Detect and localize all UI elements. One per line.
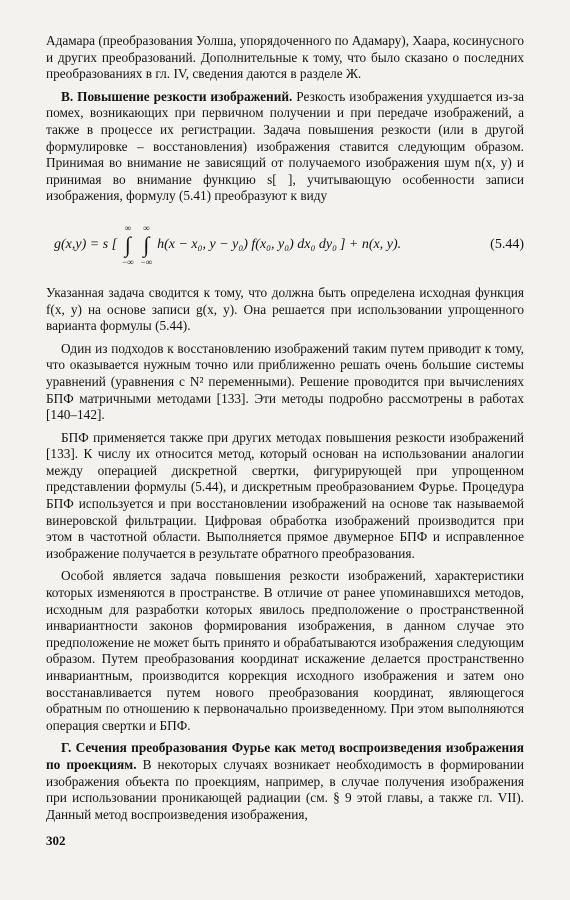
page-number: 302 [46, 833, 66, 848]
integral-upper-limit: ∞ [124, 222, 132, 233]
section-heading-g: Г. Сечения преобразования Фурье как метод воспроизведения изображения по проекциям. [46, 740, 524, 772]
paragraph-continuation: Адамара (преобразования Уолша, упорядоченного по Адамару), Хаара, косинусного и других преобразований. Дополнительные к тому, что было сказано о последних преобразованиях в гл. IV, сведения даются в разделе Ж. [46, 33, 524, 82]
formula-lhs-start: g(x,y) = s [ [54, 236, 118, 252]
paragraph-task: Указанная задача сводится к тому, что должна быть определена исходная функция f(x, y) на основе записи g(x, y). Она решается при использовании упрощенного варианта формулы (5.44). [46, 284, 524, 334]
formula-5-44 [54, 219, 524, 271]
integral-upper-limit: ∞ [143, 222, 150, 233]
section-heading-v: В. Повышение резкости изображений. [61, 88, 293, 104]
integral-outer [122, 222, 134, 268]
paragraph-projections [46, 740, 524, 823]
integral-lower-limit: −∞ [140, 256, 153, 267]
formula-integrand: h(x − x₀, y − y₀) f(x₀, y₀) dx₀ dy₀ [157, 236, 337, 252]
integral-sign: ∫ [124, 231, 131, 257]
paragraph-space-variant: Особой является задача повышения резкости изображений, характеристики которых изменяются в пространстве. В отличие от ранее упоминавшихся методов, исходным для разработки которых явилось предположение о пространственной инвариантности законов формирования изображения, в данном случае это предположение не может быть принято и обрабатываются изображения следующим образом. Путем преобразования координат искажение делается пространственно инвариантным, производится коррекция исходного изображения и затем оно восстанавливается путем нового преобразования координат, являющегося обратным по отношению к первоначально произведенному. При этом выполняются операция свертки и БПФ. [46, 568, 524, 733]
integral-inner [141, 222, 153, 268]
formula-lhs-end: ] + n(x, y). [339, 236, 402, 252]
integral-lower-limit: −∞ [122, 256, 134, 267]
paragraph-sharpening [46, 89, 524, 205]
paragraph-projections-body: В некоторых случаях возникает необходимость в формировании изображения объекта по проекциям, например, в случае получения изображения при использовании проникающей радиации (см. § 9 этой главы, а также гл. VII). Данный метод воспроизведения изображения, [46, 756, 524, 822]
paragraph-approach: Один из подходов к восстановлению изображений таким путем приводит к тому, что оказывается нужным точно или приближенно решать очень большие системы уравнений (уравнения с N² переменными). Решение проводится при вычислениях БПФ матричными методами [133]. Эти методы подробно рассмотрены в работах [140–142]. [46, 340, 524, 423]
formula-number: (5.44) [490, 236, 524, 252]
paragraph-fft: БПФ применяется также при других методах повышения резкости изображений [133]. К числу их относится метод, который основан на использовании аналогии между операцией дискретной свертки, фигурирующей при упрощенном представлении формулы (5.44), и дискретным преобразованием Фурье. Процедура БПФ используется и при восстановлении изображений на основе так называемой винеровской фильтрации. Цифровая обработка изображений производится при этом в частотной области. Выполняется прямое двумерное БПФ и исправленное изображение получается в результате обратного преобразования. [46, 429, 524, 561]
paragraph-sharpening-body: Резкость изображения ухудшается из-за помех, возникающих при первичном получении и при передаче изображений, а также в процессе их регистрации. Задача повышения резкости (или в другой формулировке – восстановления) изображения ставится следующим образом. Принимая во внимание не зависящий от получаемого изображения шум n(x, y) и принимая во внимание функцию s[ ], учитывающую особенности записи изображения, формулу (5.41) преобразуют к виду [46, 88, 524, 204]
integral-sign: ∫ [143, 231, 150, 257]
